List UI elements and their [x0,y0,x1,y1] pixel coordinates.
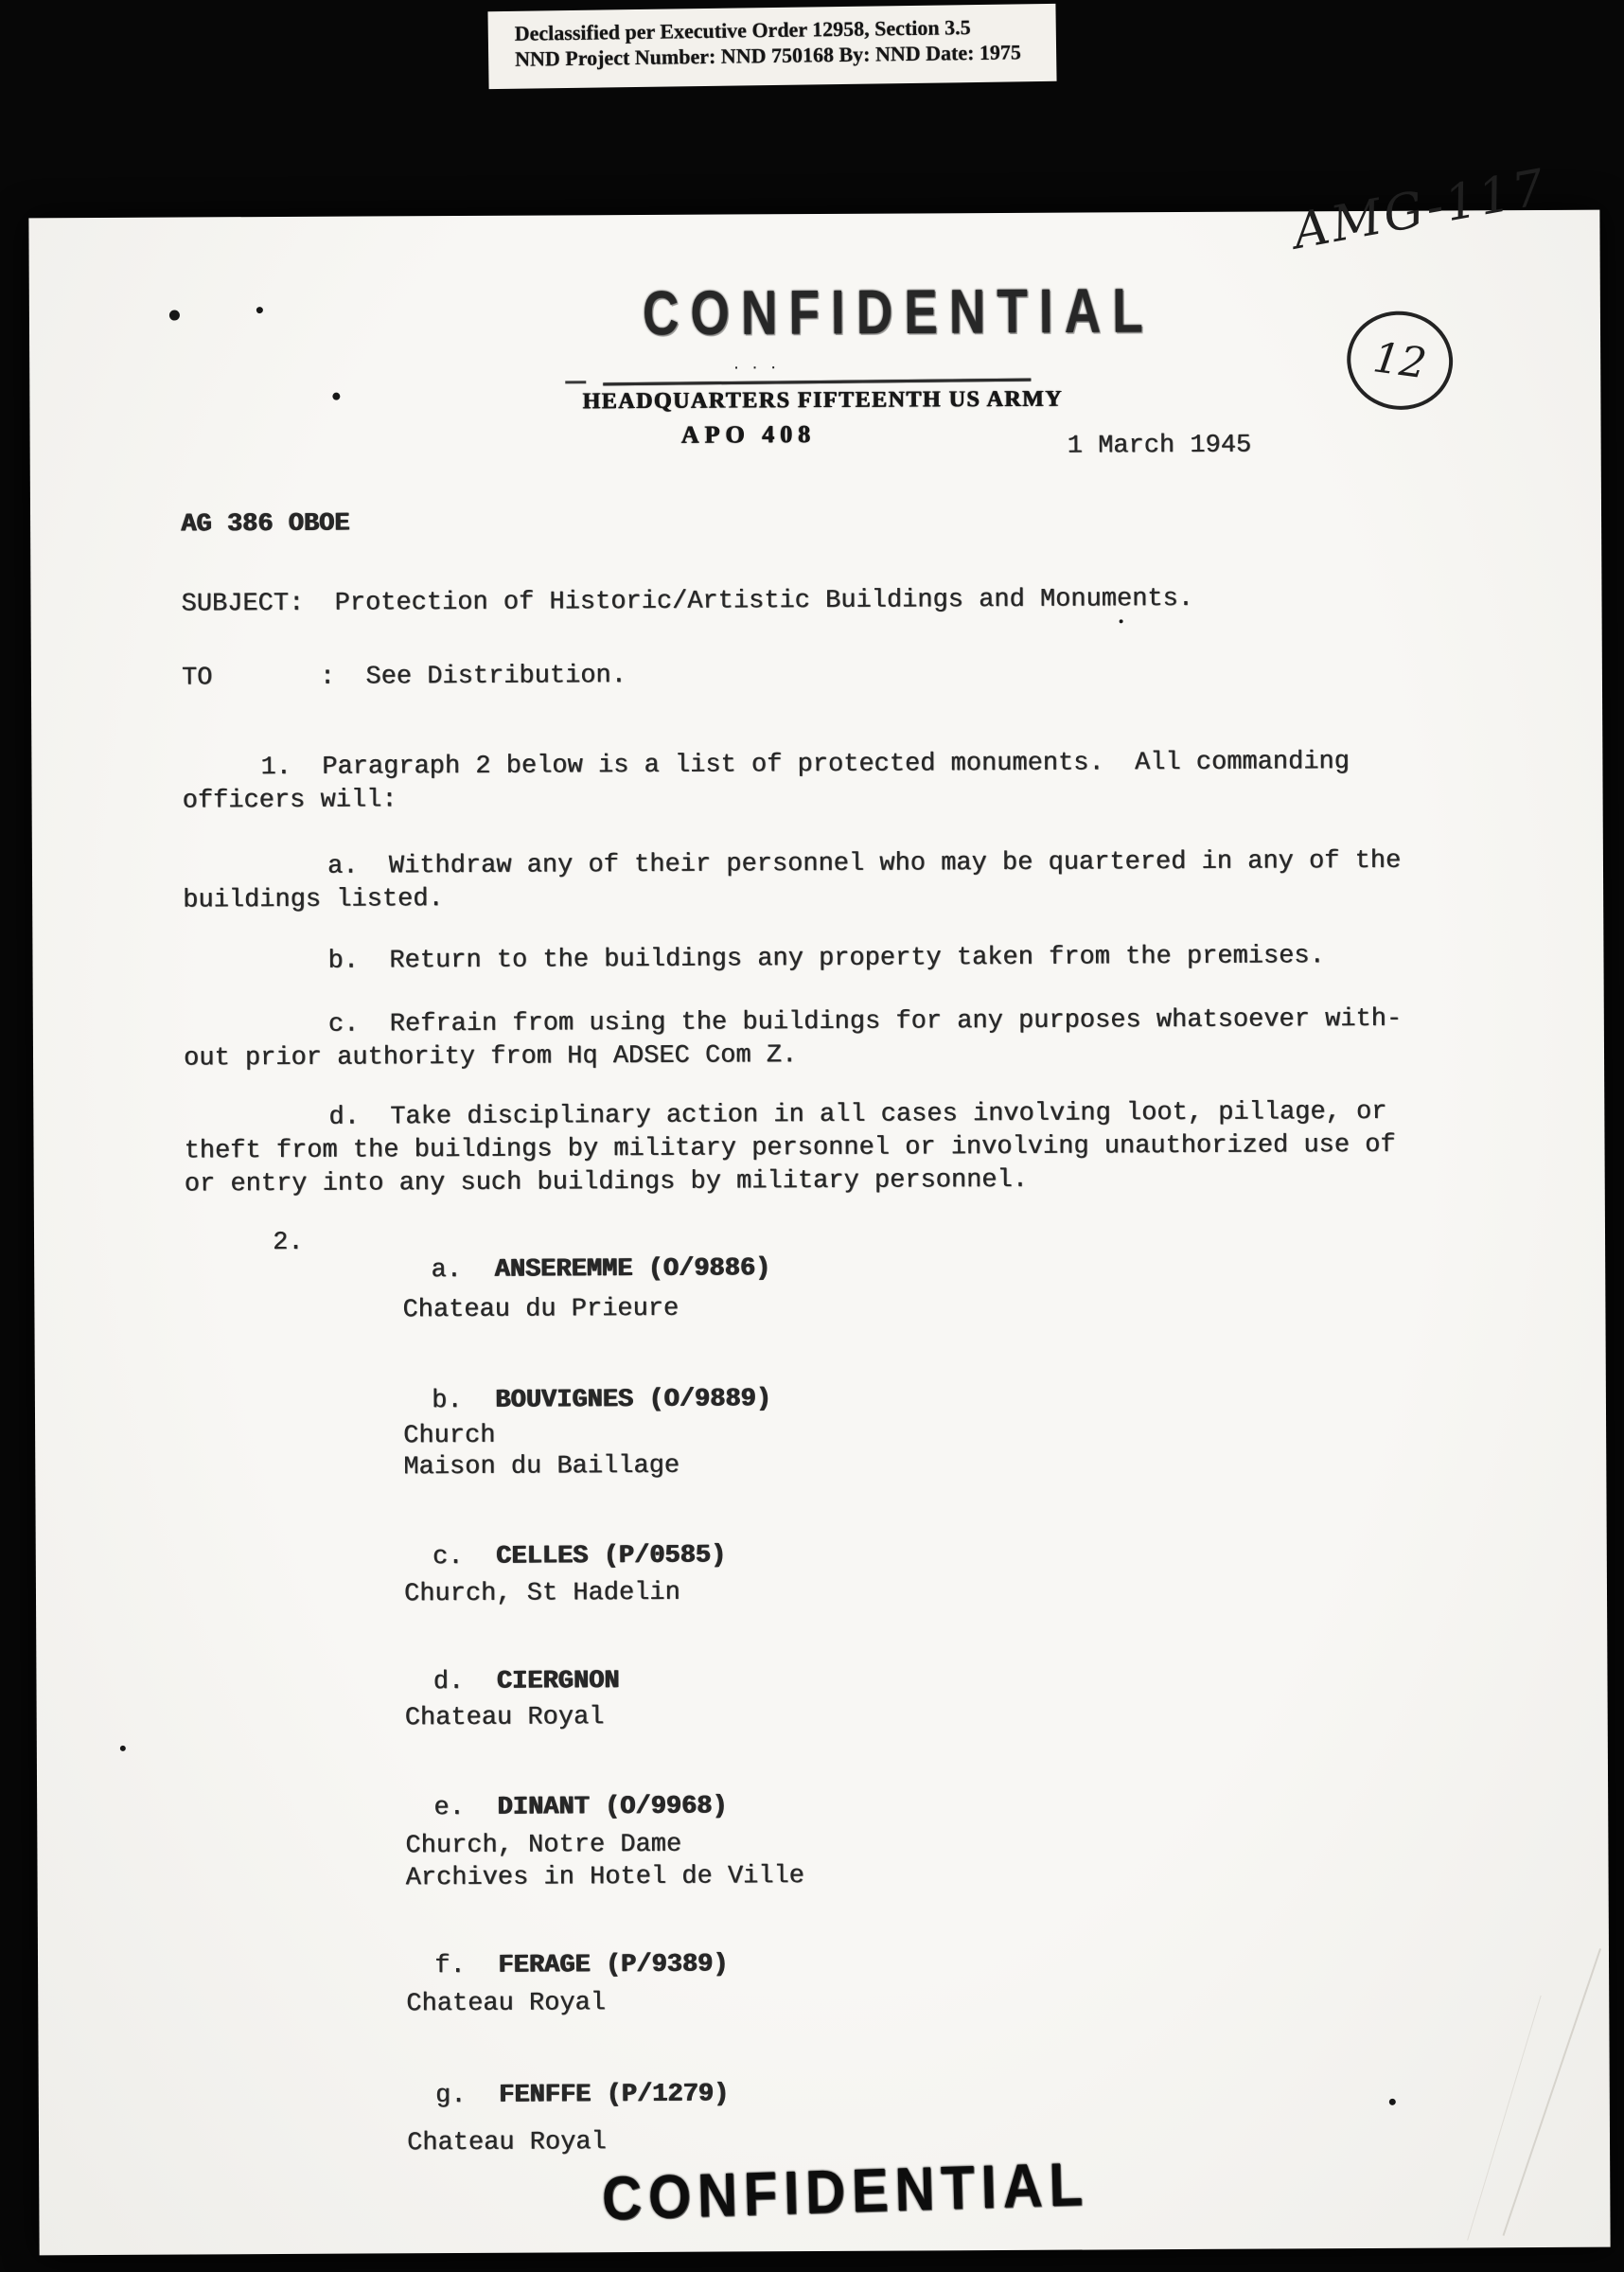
para1-line1: 1. Paragraph 2 below is a list of protected monuments. All commanding [260,748,1350,783]
item-letter: d. [432,1667,465,1697]
para1d-line2: theft from the buildings by military personnel or involving unauthorized use of [184,1130,1396,1166]
handwritten-page-circle [1341,305,1459,417]
monument-detail: Chateau du Prieure [402,1294,680,1325]
place-name: CELLES (P/0585) [495,1541,727,1571]
ink-dot [1120,619,1123,623]
monument-detail: Church, Notre Dame [405,1830,682,1861]
para1a-line2: buildings listed. [183,885,444,915]
ink-dot [256,307,263,313]
place-name: DINANT (O/9968) [497,1792,728,1822]
header-rule-dash [565,381,586,383]
to-line: TO : See Distribution. [181,662,627,693]
monument-detail: Church [403,1421,496,1451]
ink-dot [1389,2099,1396,2105]
place-name: FERAGE (P/9389) [498,1950,729,1980]
declass-line2: NND Project Number: NND 750168 By: NND Date: 1975 [514,40,1022,71]
para1c-line2: out prior authority from Hq ADSEC Com Z. [183,1041,798,1074]
place-name: FENFFE (P/1279) [498,2080,730,2110]
subject-line: SUBJECT: Protection of Historic/Artistic Buildings and Monuments. [181,584,1193,619]
para1-line2: officers will: [182,786,397,816]
ink-dot [120,1746,126,1751]
page-crease [1467,1996,1542,2241]
stamp-dots: ... [733,352,789,374]
para1d-line3: or entry into any such buildings by military personnel. [184,1165,1028,1199]
monument-detail: Maison du Baillage [403,1451,680,1482]
date-line: 1 March 1945 [1067,431,1252,461]
declassification-stamp [487,4,1056,89]
place-name: ANSEREMME (O/9886) [494,1254,771,1285]
para2-number: 2. [272,1228,304,1258]
item-letter: e. [433,1793,465,1823]
para1c-line1: c. Refrain from using the buildings for any purposes whatsoever with- [327,1004,1403,1039]
confidential-stamp-top: CONFIDENTIAL [642,275,1155,349]
confidential-stamp-bottom: CONFIDENTIAL [601,2149,1090,2233]
apo-line: APO 408 [680,420,817,449]
monument-detail: Chateau Royal [406,1989,606,2019]
ink-dot [169,311,180,321]
para1b-line1: b. Return to the buildings any property taken from the premises. [327,942,1325,976]
office-ref: AG 386 OBOE [180,509,350,540]
item-letter: c. [432,1542,464,1572]
item-letter: g. [434,2081,467,2111]
headquarters-line: HEADQUARTERS FIFTEENTH US ARMY [582,386,1064,415]
document-page [28,158,1610,2256]
monument-detail: Chateau Royal [406,2128,607,2158]
ink-dot [332,393,340,400]
handwritten-page-number: 12 [1370,332,1430,388]
page-crease [1503,1948,1601,2236]
item-letter: b. [432,1386,463,1416]
handwritten-ref: AMG-117 [1288,158,1552,261]
monument-detail: Chateau Royal [404,1703,605,1733]
monument-detail: Archives in Hotel de Ville [405,1862,804,1893]
declass-line1: Declassified per Executive Order 12958, Section 3.5 [514,15,971,45]
place-name: BOUVIGNES (O/9889) [495,1385,771,1415]
item-letter: a. [431,1255,462,1286]
monument-item-g [344,2052,730,2139]
para1d-line1: d. Take disciplinary action in all cases involving loot, pillage, or [328,1097,1387,1132]
item-letter: f. [434,1951,466,1981]
monument-detail: Church, St Hadelin [403,1578,680,1609]
place-name: CIERGNON [496,1667,620,1696]
para1a-line1: a. Withdraw any of their personnel who may be quartered in any of the [327,846,1402,881]
header-rule [603,379,1031,386]
